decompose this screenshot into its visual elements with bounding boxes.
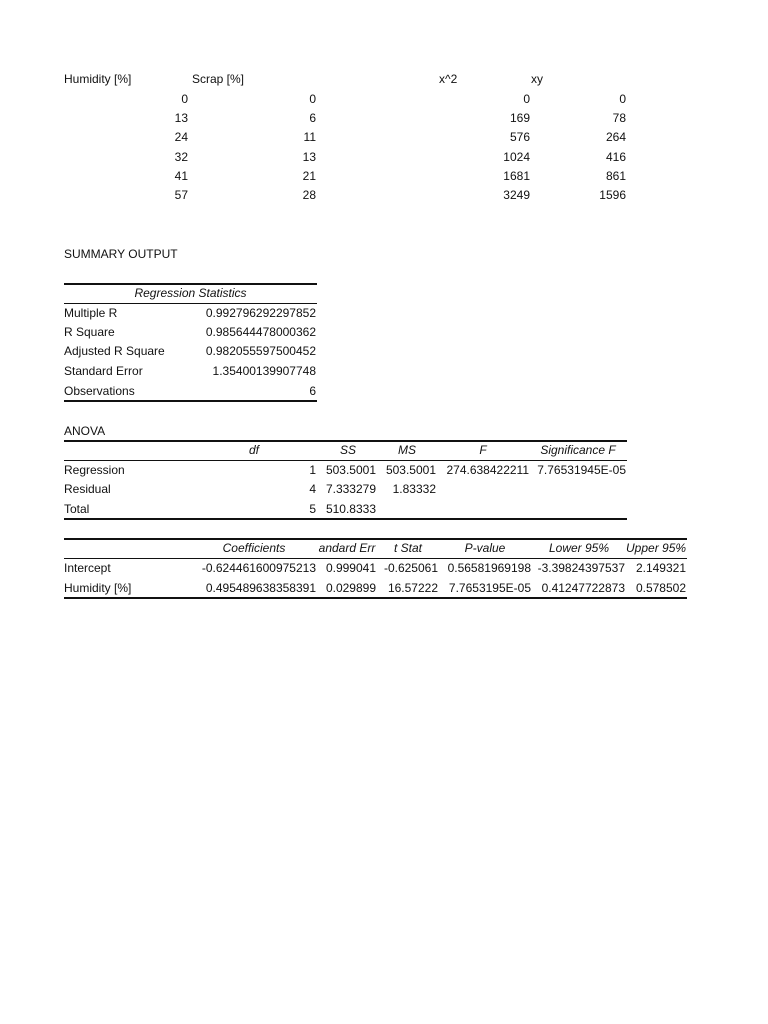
anova-header-rule [64, 460, 627, 461]
cell-y: 28 [302, 188, 316, 202]
anova-cell-significance-f: 7.76531945E-05 [537, 463, 626, 477]
anova-header-ms: MS [398, 443, 416, 457]
coef-cell-coefficient: 0.495489638358391 [205, 581, 316, 595]
coef-cell-standard-error: 0.999041 [325, 561, 376, 575]
anova-cell-df: 4 [309, 482, 316, 496]
cell-y: 0 [309, 92, 316, 106]
anova-header-significance-f: Significance F [540, 443, 616, 457]
cell-xy: 861 [605, 169, 626, 183]
coef-cell-lower-95: 0.41247722873 [541, 581, 625, 595]
regstats-value: 6 [309, 384, 316, 398]
anova-header-df: df [248, 443, 259, 457]
cell-y: 21 [302, 169, 316, 183]
coef-cell-t-stat: -0.625061 [383, 561, 438, 575]
regstats-bottom-rule [64, 400, 317, 402]
coef-cell-lower-95: -3.39824397537 [537, 561, 625, 575]
coef-cell-upper-95: 2.149321 [635, 561, 686, 575]
regstats-header-rule [64, 303, 317, 304]
header-humidity: Humidity [%] [64, 72, 132, 86]
header-scrap: Scrap [%] [192, 72, 245, 86]
anova-row-label: Total [64, 502, 90, 516]
header-x2: x^2 [439, 72, 458, 86]
coef-row-label: Humidity [%] [64, 581, 132, 595]
summary-title: SUMMARY OUTPUT [64, 247, 178, 261]
cell-x2: 0 [523, 92, 530, 106]
cell-x2: 576 [509, 130, 530, 144]
coef-header-t-stat: t Stat [393, 541, 422, 555]
cell-y: 11 [303, 130, 316, 144]
coef-header-standard-error: andard Err [318, 541, 376, 555]
coef-header-rule [64, 558, 687, 559]
anova-bottom-rule [64, 518, 627, 520]
coef-bottom-rule [64, 597, 687, 599]
anova-cell-ss: 503.5001 [325, 463, 376, 477]
regstats-value: 1.35400139907748 [212, 364, 316, 378]
regstats-label: Standard Error [64, 364, 143, 378]
cell-x: 32 [174, 150, 188, 164]
cell-x2: 169 [509, 111, 530, 125]
cell-xy: 0 [619, 92, 626, 106]
anova-row-label: Residual [64, 482, 111, 496]
cell-y: 6 [309, 111, 316, 125]
coef-cell-standard-error: 0.029899 [325, 581, 376, 595]
cell-x: 41 [174, 169, 188, 183]
regstats-label: R Square [64, 325, 115, 339]
anova-header-ss: SS [339, 443, 356, 457]
anova-cell-df: 5 [309, 502, 316, 516]
coef-cell-coefficient: -0.624461600975213 [201, 561, 316, 575]
anova-title: ANOVA [64, 424, 106, 438]
cell-x: 24 [174, 130, 188, 144]
anova-cell-f: 274.638422211 [446, 463, 529, 477]
regstats-value: 0.982055597500452 [205, 344, 316, 358]
cell-xy: 264 [605, 130, 626, 144]
regstats-label: Adjusted R Square [64, 344, 165, 358]
anova-cell-ss: 7.333279 [325, 482, 376, 496]
coef-cell-p-value: 7.7653195E-05 [448, 581, 531, 595]
regstats-label: Observations [64, 384, 135, 398]
regstats-value: 0.992796292297852 [205, 306, 316, 320]
anova-cell-ms: 1.83332 [392, 482, 436, 496]
coef-header-upper-95: Upper 95% [626, 541, 687, 555]
coef-cell-upper-95: 0.578502 [635, 581, 686, 595]
anova-row-label: Regression [64, 463, 125, 477]
coef-cell-t-stat: 16.57222 [387, 581, 438, 595]
cell-xy: 1596 [599, 188, 626, 202]
cell-x: 13 [174, 111, 188, 125]
cell-xy: 416 [605, 150, 626, 164]
coef-cell-p-value: 0.56581969198 [447, 561, 531, 575]
anova-cell-df: 1 [309, 463, 316, 477]
cell-y: 13 [302, 150, 316, 164]
regstats-label: Multiple R [64, 306, 118, 320]
anova-cell-ms: 503.5001 [385, 463, 436, 477]
coef-header-p-value: P-value [464, 541, 506, 555]
cell-x: 57 [174, 188, 188, 202]
cell-x2: 1681 [503, 169, 530, 183]
coef-header-lower-95: Lower 95% [548, 541, 610, 555]
cell-x2: 3249 [503, 188, 530, 202]
coef-row-label: Intercept [64, 561, 111, 575]
anova-header-f: F [479, 443, 487, 457]
cell-x: 0 [181, 92, 188, 106]
cell-xy: 78 [612, 111, 626, 125]
anova-cell-ss: 510.8333 [325, 502, 376, 516]
header-xy: xy [531, 72, 543, 86]
regstats-heading: Regression Statistics [134, 286, 247, 300]
coef-header-coefficients: Coefficients [222, 541, 286, 555]
cell-x2: 1024 [503, 150, 530, 164]
regstats-value: 0.985644478000362 [205, 325, 316, 339]
